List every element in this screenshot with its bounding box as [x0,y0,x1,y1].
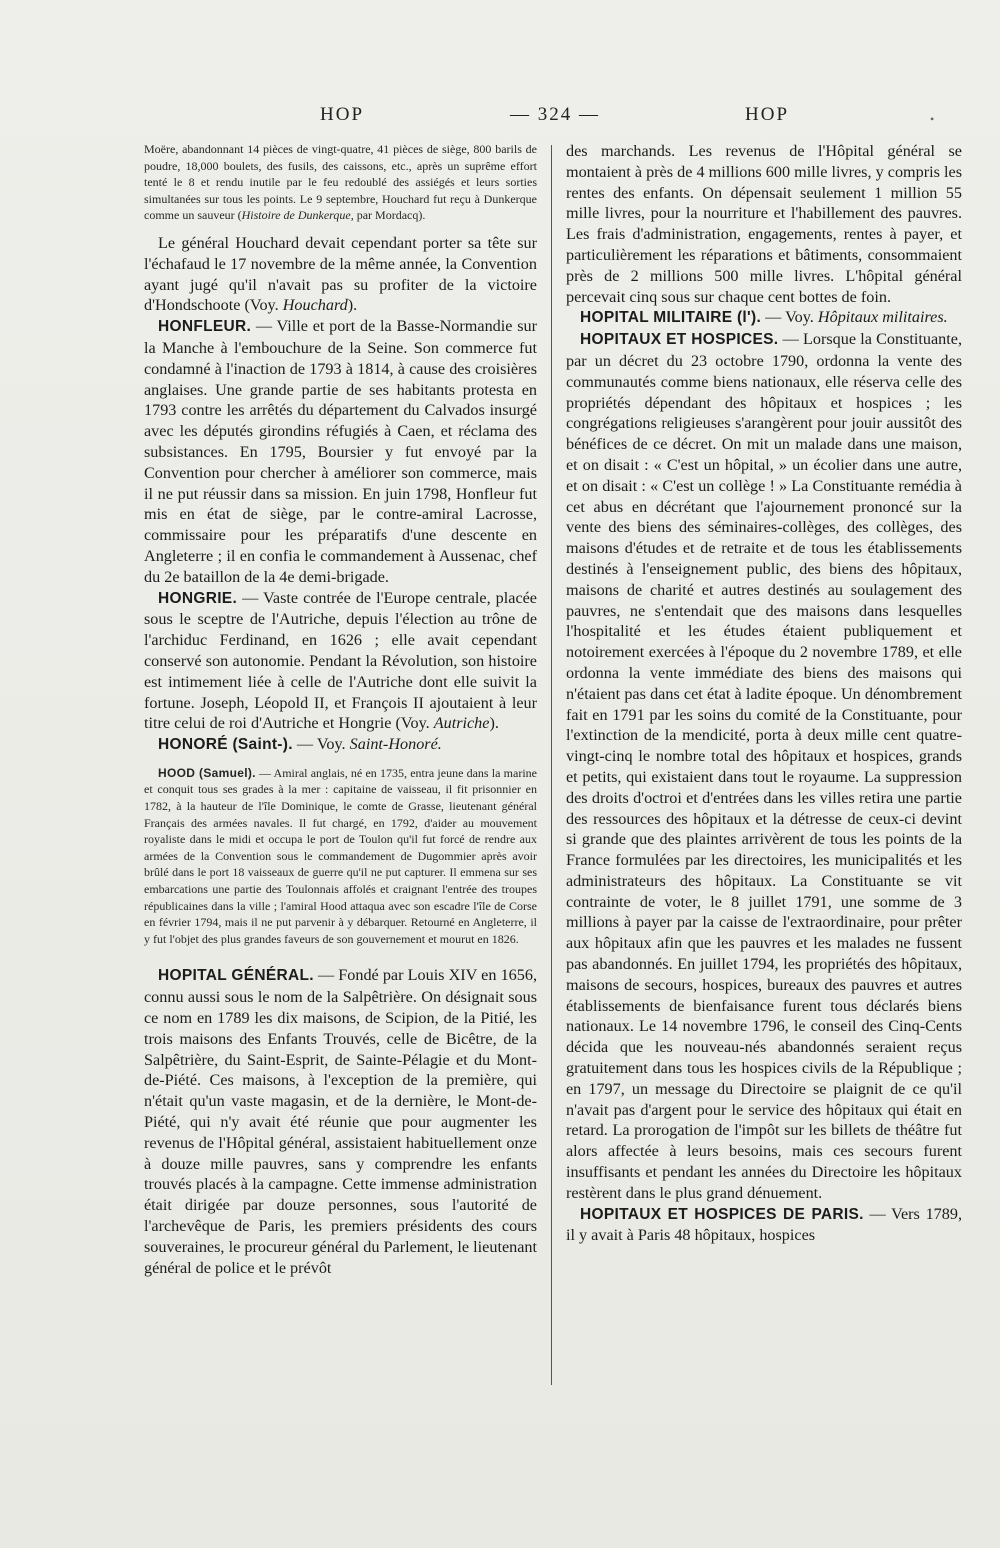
entry-honfleur: HONFLEUR. — Ville et port de la Basse-Normandie sur la Manche à l'embouchure de la Seine. Son commerce fut condamné à l'inaction de 1793 à 1814, à cause des croisières anglaises. Une grande partie de ses habitants protesta en 1793 contre les arrêtés du département du Calvados insurgé avec les députés girondins réfugiés à Caen, et réclama des subsistances. En 1795, Boursier y fut envoyé par la Convention pour chercher à améliorer son commerce, mais il ne put réussir dans sa mission. En juin 1798, Honfleur fut mis en état de siège, par le contre-amiral Lacrosse, commissaire pour les préparatifs d'une descente en Angleterre ; il en confia le commandement à Aussenac, chef du 2e bataillon de la 4e demi-brigade. [144,317,537,586]
entry-heading: HOOD (Samuel). [158,765,256,780]
dunkerque-continuation: Moëre, abandonnant 14 pièces de vingt-quatre, 41 pièces de siège, 800 barils de poudre, 18,000 boulets, des fusils, des caissons, etc., après un suprême effort tenté le 8 et rendu inutile par le feu redoublé des assiégés et leurs sorties simultanées sur tous les points. Le 9 septembre, Houchard fut reçu à Dunkerque comme un sauveur (Histoire de Dunkerque, par Mordacq). [144,142,537,223]
entry-hongrie: HONGRIE. — Vaste contrée de l'Europe centrale, placée sous le sceptre de l'Autriche, depuis l'élection au trône de l'archiduc Ferdinand, en 1626 ; elle avait cependant conservé son autonomie. Pendant la Révolution, son histoire est intimement liée à celle de l'Autriche dont elle suivit la fortune. Joseph, Léopold II, et François II ajoutaient à leur titre celui de roi d'Autriche et Hongrie (Voy. Autriche). [144,588,537,733]
entry-hopitaux-paris: HOPITAUX ET HOSPICES DE PARIS. — Vers 1789, il y avait à Paris 48 hôpitaux, hospices [566,1204,962,1245]
column-divider [551,145,552,1385]
entry-heading: HOPITAUX ET HOSPICES. [580,331,779,349]
entry-honore: HONORÉ (Saint-). — Voy. Saint-Honoré. [158,735,442,754]
right-column [566,141,962,1246]
hopital-general-continuation: des marchands. Les revenus de l'Hôpital général se montaient à près de 4 millions 600 mille livres, y compris les rentes des enfants. On dépensait seulement 1 million 55 mille livres, pour la nourriture et l'habillement des pauvres. Les frais d'administration, engagements, rentes à payer, et particulièrement les réparations et bâtiments, consommaient près de 2 millions 500 mille livres. L'hôpital général percevait cinq sous sur chaque cent bottes de foin. [566,142,962,306]
left-column [144,141,537,1278]
entry-heading: HONORÉ (Saint-). [158,736,293,754]
entry-hopital-general: HOPITAL GÉNÉRAL. — Fondé par Louis XIV en 1656, connu aussi sous le nom de la Salpêtrière. On désignait sous ce nom en 1789 les dix maisons, de Scipion, de la Pitié, les trois maisons des Enfants Trouvés, celle de Bicêtre, de la Salpêtrière, du Saint-Esprit, de Sainte-Pélagie et du Mont-de-Piété. Ces maisons, à l'exception de la première, qui n'était qu'un vaste magasin, et de la dernière, le Mont-de-Piété, qui n'y avait été réunie que pour augmenter les revenus de l'Hôpital général, assistaient habituellement onze à douze mille pauvres, sans y comprendre les enfants trouvés placés à la campagne. Cette immense administration était dirigée par douze personnes, sous l'autorité de l'archevêque de Paris, les premiers présidents des cours souveraines, le procureur général du Parlement, le lieutenant général de police et le prévôt [144,966,537,1277]
page-number: — 324 — [510,104,600,125]
entry-hood: HOOD (Samuel). — Amiral anglais, né en 1735, entra jeune dans la marine et conquit tous ses grades à la mer : capitaine de vaisseau, il fit prisonnier en 1782, à la hauteur de l'île Dominique, le comte de Grasse, lieutenant général Français des armées navales. Il fut chargé, en 1792, d'aider au mouvement royaliste dans le midi et occupa le port de Toulon qu'il fut forcé de rendre aux armées de la Convention sous le commandement de Dugommier après avoir brûlé dans le port 18 vaisseaux de guerre qu'il ne put capturer. Il emmena sur ses embarcations une partie des Toulonnais affolés et craignant l'entrée des troupes républicaines dans la ville ; l'amiral Hood attaqua avec son escadre l'île de Corse en février 1794, mais il ne put parvenir à y débarquer. Retourné en Angleterre, il y fut l'objet des plus grandes faveurs de son gouvernement et mourut en 1826. [144,765,537,946]
entry-heading: HOPITAL MILITAIRE (l'). [580,309,762,327]
houchard-paragraph: Le général Houchard devait cependant porter sa tête sur l'échafaud le 17 novembre de la même année, la Convention ayant jugé qu'il n'avait pas su profiter de la victoire d'Hondschoote (Voy. Houchard). [144,233,537,315]
entry-heading: HONFLEUR. [158,318,252,336]
header-right-keyword: HOP [745,104,790,125]
header-left-keyword: HOP [320,104,365,125]
corner-mark: • [930,112,935,126]
entry-hopitaux-hospices: HOPITAUX ET HOSPICES. — Lorsque la Constituante, par un décret du 23 octobre 1790, ordonna la vente des communautés comme biens nationaux, elle réserva celle des propriétés dépendant des hôpitaux et hospices ; les congrégations religieuses s'arangèrent pour jouir aussitôt des bénéfices de ce décret. On mit un malade dans une maison, et on disait : « C'est un hôpital, » un écolier dans une autre, et on disait : « C'est un collège ! » La Constituante remédia à cet abus en décrétant que l'ajournement prononcé sur la vente des biens des séminaires-collèges, des collèges, des maisons d'études et de retraite et de tous les établissements destinés à l'enseignement public, des biens des hôpitaux, maisons de charité et autres destinés au soulagement des pauvres, ne s'entendait que des maisons dans lesquelles l'hospitalité et les études étaient publiquement et notoirement exercées à l'époque du 2 novembre 1789, et elle ordonna la vente immédiate des biens des maisons qui n'étaient pas dans cet état à ladite époque. Un dénombrement fait en 1791 par les soins du comité de la Constituante, pour l'extinction de la mendicité, porta à deux mille cent quatre-vingt-cinq le nombre total des hôpitaux et hospices, grands et petits, qui existaient dans tout le royaume. La suppression des droits d'octroi et d'entrées dans les villes retira une partie des ressources des hôpitaux et la détresse de ceux-ci devint si grande que des plaintes arrivèrent de tous les points de la France formulées par les directoires, les municipalités et les administrateurs des hôpitaux. La Constituante se vit contrainte de voter, le 8 juillet 1791, une somme de 3 millions à payer par la caisse de l'extraordinaire, pour prêter aux hôpitaux afin que les pauvres et les malades ne fussent pas abandonnés. En juillet 1794, les propriétés des hôpitaux, maisons de secours, hospices, bureaux des pauvres et autres établissements de bienfaisance furent tous déclarés biens nationaux. Le 14 novembre 1796, le conseil des Cinq-Cents décida que les nouveau-nés abandonnés seraient reçus gratuitement dans tous les hospices civils de la République ; en 1797, un message du Directoire se plaignit de ce qu'il n'avait pas d'argent pour le service des hôpitaux qui était en retard. La prorogation de l'impôt sur les billets de théâtre fut alors affectée à leurs besoins, mais ces secours furent insuffisants et pendant les années du Directoire les hôpitaux restèrent dans le plus grand dénuement. [566,330,962,1202]
entry-heading: HOPITAL GÉNÉRAL. [158,967,314,985]
entry-heading: HONGRIE. [158,589,238,607]
entry-hopital-militaire: HOPITAL MILITAIRE (l'). — Voy. Hôpitaux militaires. [580,308,948,327]
running-header [0,104,1000,134]
entry-heading: HOPITAUX ET HOSPICES DE PARIS. [580,1205,864,1223]
